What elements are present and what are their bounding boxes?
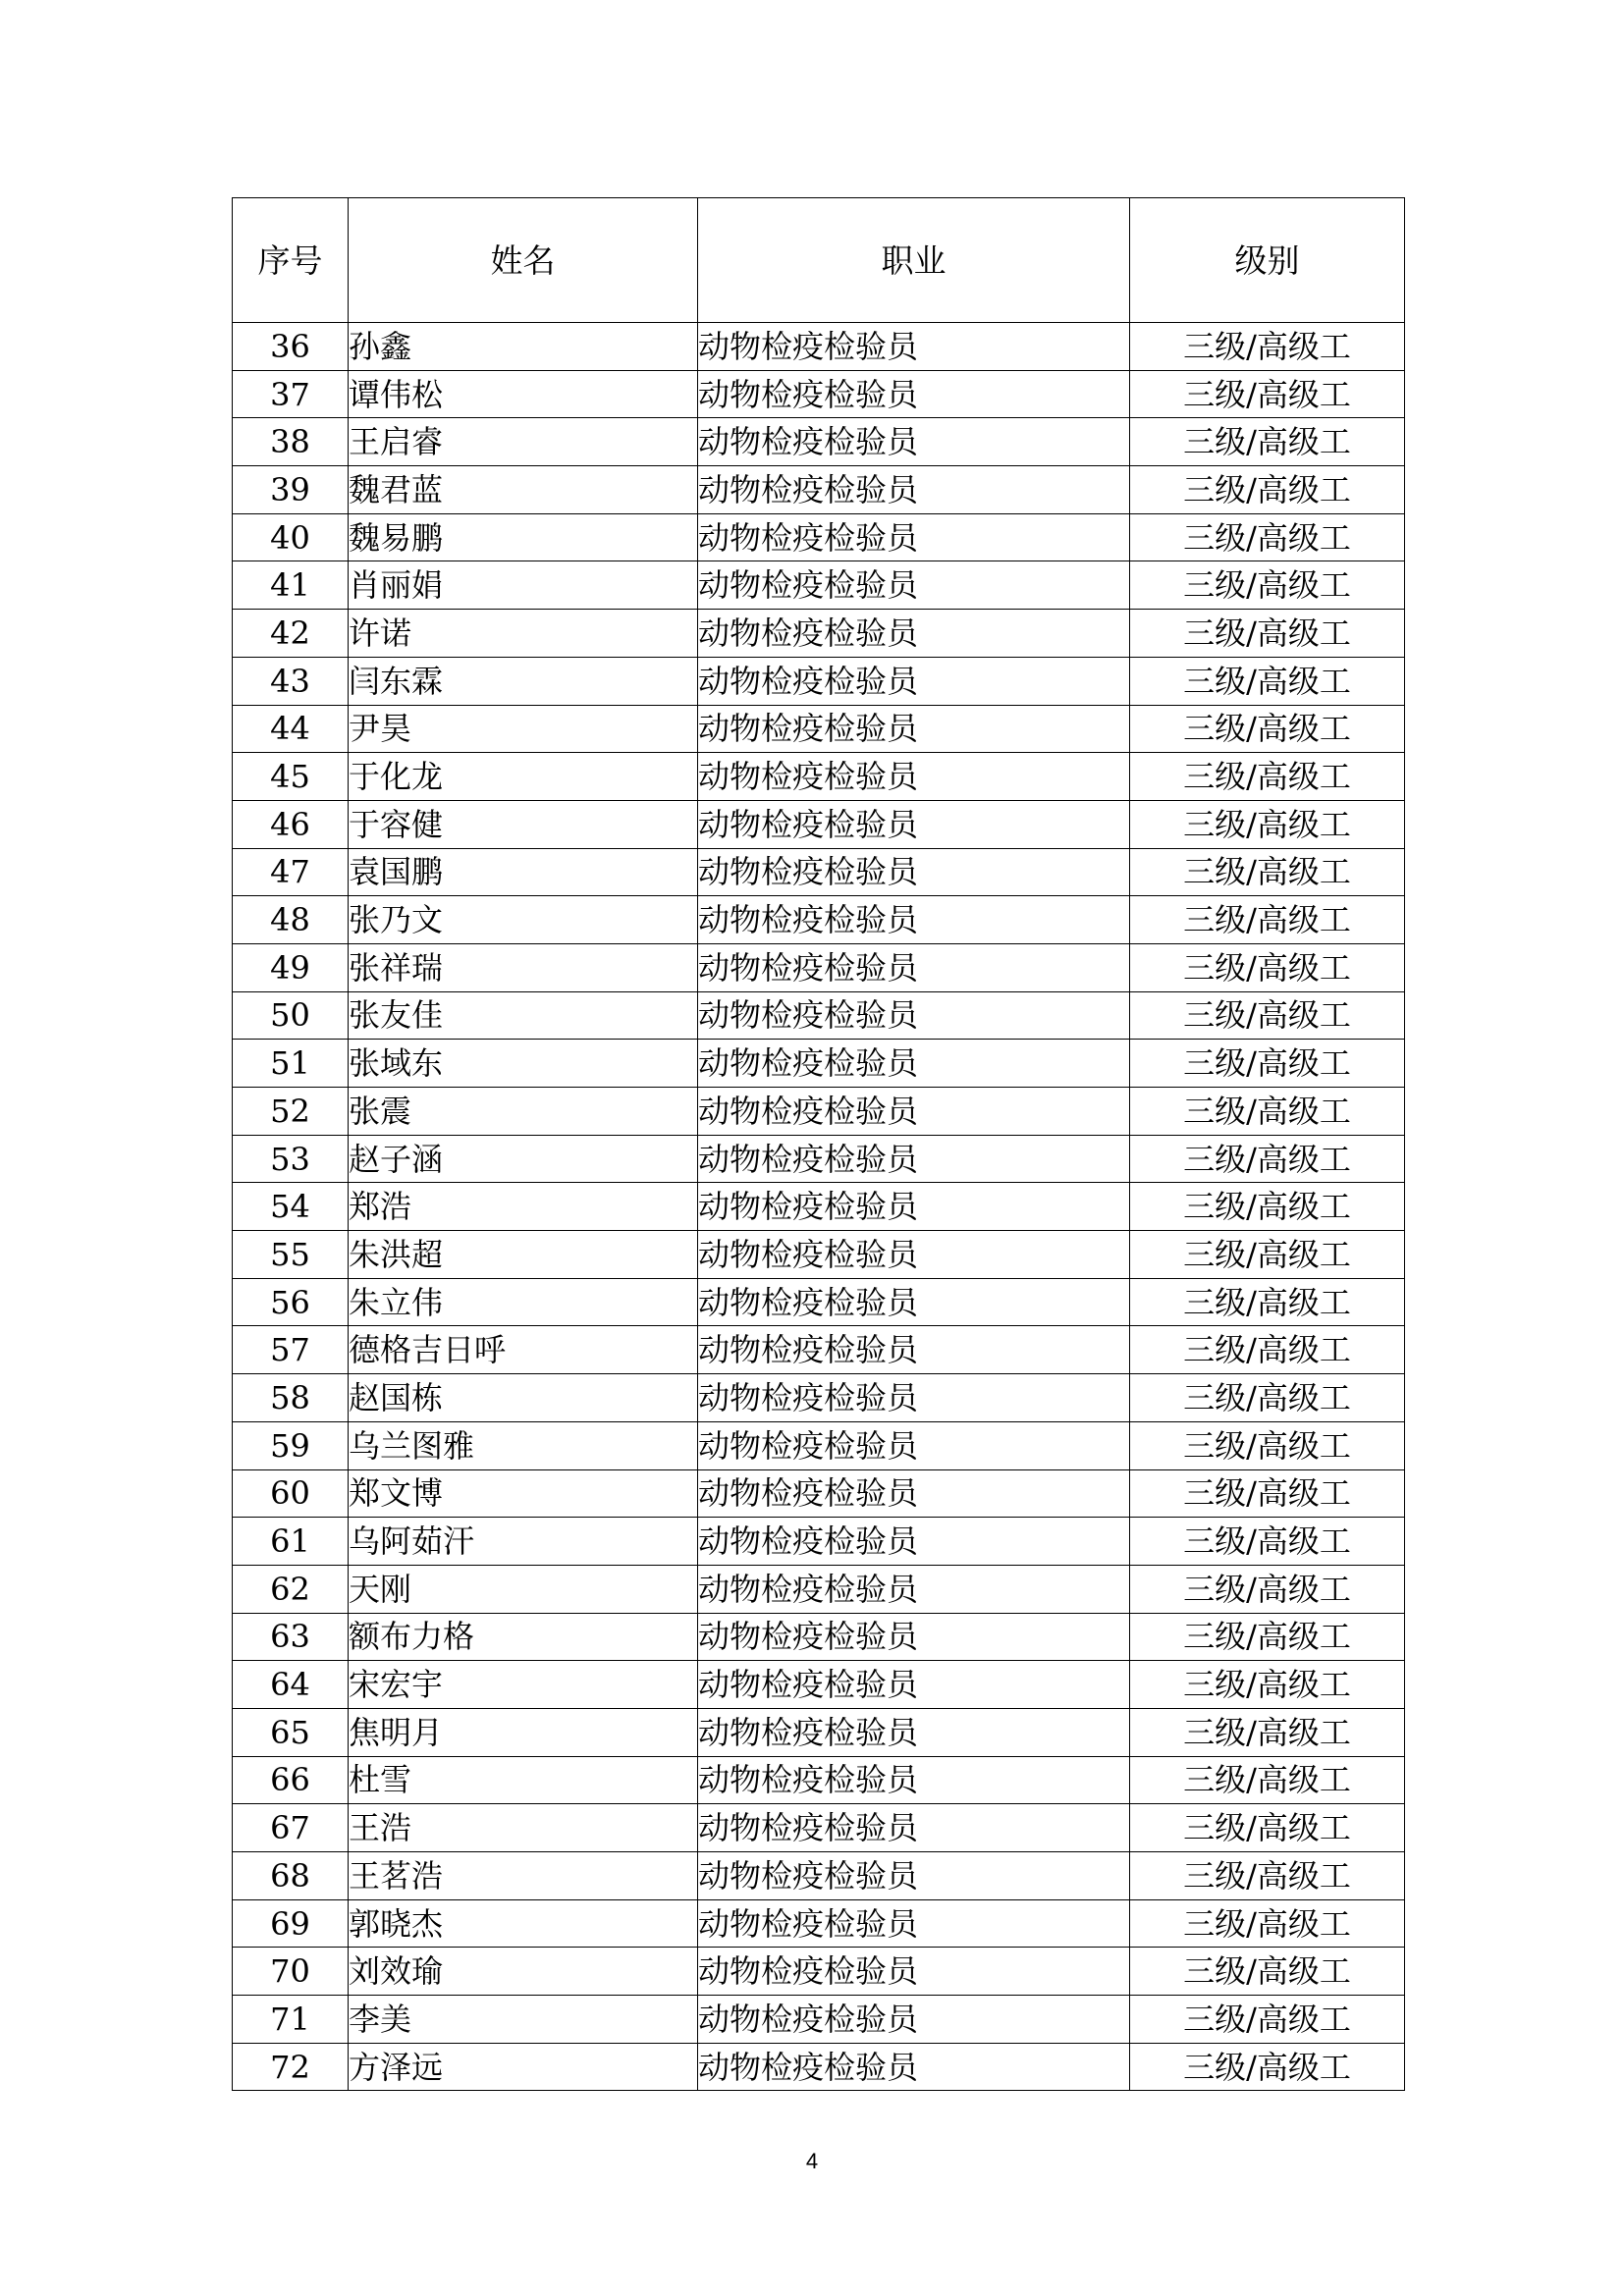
row-level: 三级/高级工 <box>1130 610 1405 658</box>
table-row <box>233 1374 1405 1422</box>
row-seq: 61 <box>233 1518 349 1566</box>
row-name: 朱洪超 <box>349 1231 698 1279</box>
row-name: 李美 <box>349 1996 698 2044</box>
row-level: 三级/高级工 <box>1130 848 1405 896</box>
row-name: 乌阿茹汗 <box>349 1518 698 1566</box>
row-level: 三级/高级工 <box>1130 1231 1405 1279</box>
row-level: 三级/高级工 <box>1130 1326 1405 1374</box>
row-name: 王启睿 <box>349 418 698 466</box>
table-row <box>233 1135 1405 1183</box>
row-level: 三级/高级工 <box>1130 466 1405 514</box>
row-level: 三级/高级工 <box>1130 753 1405 801</box>
row-occupation: 动物检疫检验员 <box>698 1278 1130 1326</box>
table-row <box>233 513 1405 561</box>
table-row <box>233 1040 1405 1088</box>
row-name: 朱立伟 <box>349 1278 698 1326</box>
row-occupation: 动物检疫检验员 <box>698 1518 1130 1566</box>
row-seq: 39 <box>233 466 349 514</box>
table-row <box>233 1421 1405 1469</box>
row-level: 三级/高级工 <box>1130 991 1405 1040</box>
row-occupation: 动物检疫检验员 <box>698 466 1130 514</box>
row-name: 宋宏宇 <box>349 1661 698 1709</box>
row-seq: 53 <box>233 1135 349 1183</box>
row-name: 张域东 <box>349 1040 698 1088</box>
row-seq: 69 <box>233 1899 349 1948</box>
row-name: 闫东霖 <box>349 657 698 705</box>
row-name: 魏君蓝 <box>349 466 698 514</box>
table-row <box>233 896 1405 944</box>
header-row <box>233 198 1405 323</box>
row-occupation: 动物检疫检验员 <box>698 1661 1130 1709</box>
row-level: 三级/高级工 <box>1130 1899 1405 1948</box>
row-occupation: 动物检疫检验员 <box>698 1565 1130 1613</box>
row-occupation: 动物检疫检验员 <box>698 1708 1130 1756</box>
row-level: 三级/高级工 <box>1130 705 1405 753</box>
row-seq: 70 <box>233 1948 349 1996</box>
table-row <box>233 943 1405 991</box>
row-seq: 47 <box>233 848 349 896</box>
row-level: 三级/高级工 <box>1130 1565 1405 1613</box>
table-row <box>233 1708 1405 1756</box>
row-name: 张乃文 <box>349 896 698 944</box>
row-seq: 68 <box>233 1852 349 1900</box>
row-name: 张友佳 <box>349 991 698 1040</box>
row-name: 额布力格 <box>349 1613 698 1661</box>
row-seq: 41 <box>233 561 349 610</box>
row-level: 三级/高级工 <box>1130 1756 1405 1804</box>
row-occupation: 动物检疫检验员 <box>698 1135 1130 1183</box>
row-occupation: 动物检疫检验员 <box>698 513 1130 561</box>
row-seq: 55 <box>233 1231 349 1279</box>
row-occupation: 动物检疫检验员 <box>698 800 1130 848</box>
row-occupation: 动物检疫检验员 <box>698 418 1130 466</box>
row-seq: 58 <box>233 1374 349 1422</box>
table-row <box>233 1613 1405 1661</box>
row-name: 赵国栋 <box>349 1374 698 1422</box>
row-seq: 54 <box>233 1183 349 1231</box>
row-name: 于化龙 <box>349 753 698 801</box>
row-level: 三级/高级工 <box>1130 2043 1405 2091</box>
row-occupation: 动物检疫检验员 <box>698 1374 1130 1422</box>
row-seq: 66 <box>233 1756 349 1804</box>
table-row <box>233 753 1405 801</box>
table-row <box>233 1899 1405 1948</box>
row-seq: 38 <box>233 418 349 466</box>
row-occupation: 动物检疫检验员 <box>698 1899 1130 1948</box>
row-occupation: 动物检疫检验员 <box>698 1421 1130 1469</box>
row-level: 三级/高级工 <box>1130 1518 1405 1566</box>
table-row <box>233 657 1405 705</box>
row-occupation: 动物检疫检验员 <box>698 991 1130 1040</box>
row-occupation: 动物检疫检验员 <box>698 1756 1130 1804</box>
row-seq: 45 <box>233 753 349 801</box>
row-seq: 62 <box>233 1565 349 1613</box>
row-occupation: 动物检疫检验员 <box>698 1326 1130 1374</box>
row-occupation: 动物检疫检验员 <box>698 1804 1130 1852</box>
row-seq: 72 <box>233 2043 349 2091</box>
row-name: 肖丽娟 <box>349 561 698 610</box>
table-row <box>233 1231 1405 1279</box>
row-occupation: 动物检疫检验员 <box>698 1183 1130 1231</box>
row-name: 许诺 <box>349 610 698 658</box>
row-name: 乌兰图雅 <box>349 1421 698 1469</box>
row-occupation: 动物检疫检验员 <box>698 1996 1130 2044</box>
table-row <box>233 370 1405 418</box>
row-level: 三级/高级工 <box>1130 1135 1405 1183</box>
table-row <box>233 1948 1405 1996</box>
row-name: 王茗浩 <box>349 1852 698 1900</box>
row-name: 天刚 <box>349 1565 698 1613</box>
row-occupation: 动物检疫检验员 <box>698 1231 1130 1279</box>
row-occupation: 动物检疫检验员 <box>698 323 1130 371</box>
row-level: 三级/高级工 <box>1130 1852 1405 1900</box>
page-number: 4 <box>805 2149 819 2173</box>
row-occupation: 动物检疫检验员 <box>698 896 1130 944</box>
row-occupation: 动物检疫检验员 <box>698 2043 1130 2091</box>
row-seq: 67 <box>233 1804 349 1852</box>
row-seq: 48 <box>233 896 349 944</box>
table-row <box>233 2043 1405 2091</box>
row-name: 袁国鹏 <box>349 848 698 896</box>
row-level: 三级/高级工 <box>1130 1948 1405 1996</box>
table-row <box>233 1852 1405 1900</box>
row-level: 三级/高级工 <box>1130 1040 1405 1088</box>
row-occupation: 动物检疫检验员 <box>698 657 1130 705</box>
table-row <box>233 1996 1405 2044</box>
row-level: 三级/高级工 <box>1130 1661 1405 1709</box>
row-seq: 52 <box>233 1088 349 1136</box>
row-name: 郑浩 <box>349 1183 698 1231</box>
row-seq: 46 <box>233 800 349 848</box>
table-row <box>233 1565 1405 1613</box>
row-seq: 56 <box>233 1278 349 1326</box>
row-level: 三级/高级工 <box>1130 1996 1405 2044</box>
row-seq: 42 <box>233 610 349 658</box>
header-seq: 序号 <box>233 198 349 323</box>
row-occupation: 动物检疫检验员 <box>698 753 1130 801</box>
row-name: 谭伟松 <box>349 370 698 418</box>
table-row <box>233 610 1405 658</box>
row-level: 三级/高级工 <box>1130 1421 1405 1469</box>
table-row <box>233 1518 1405 1566</box>
row-level: 三级/高级工 <box>1130 800 1405 848</box>
table-row <box>233 418 1405 466</box>
row-name: 刘效瑜 <box>349 1948 698 1996</box>
row-level: 三级/高级工 <box>1130 513 1405 561</box>
row-name: 德格吉日呼 <box>349 1326 698 1374</box>
row-level: 三级/高级工 <box>1130 1183 1405 1231</box>
row-seq: 50 <box>233 991 349 1040</box>
row-occupation: 动物检疫检验员 <box>698 610 1130 658</box>
row-seq: 64 <box>233 1661 349 1709</box>
row-seq: 63 <box>233 1613 349 1661</box>
header-occupation: 职业 <box>698 198 1130 323</box>
row-seq: 71 <box>233 1996 349 2044</box>
row-level: 三级/高级工 <box>1130 896 1405 944</box>
row-name: 焦明月 <box>349 1708 698 1756</box>
row-seq: 51 <box>233 1040 349 1088</box>
row-name: 于容健 <box>349 800 698 848</box>
row-level: 三级/高级工 <box>1130 561 1405 610</box>
row-occupation: 动物检疫检验员 <box>698 943 1130 991</box>
table-row <box>233 466 1405 514</box>
table-body <box>233 323 1405 2091</box>
row-name: 孙鑫 <box>349 323 698 371</box>
table-row <box>233 705 1405 753</box>
row-seq: 36 <box>233 323 349 371</box>
row-seq: 49 <box>233 943 349 991</box>
row-seq: 40 <box>233 513 349 561</box>
table-row <box>233 1088 1405 1136</box>
table-row <box>233 1804 1405 1852</box>
row-seq: 59 <box>233 1421 349 1469</box>
row-name: 王浩 <box>349 1804 698 1852</box>
row-level: 三级/高级工 <box>1130 1708 1405 1756</box>
row-name: 张祥瑞 <box>349 943 698 991</box>
header-level: 级别 <box>1130 198 1405 323</box>
row-occupation: 动物检疫检验员 <box>698 561 1130 610</box>
row-occupation: 动物检疫检验员 <box>698 1852 1130 1900</box>
table-row <box>233 1469 1405 1518</box>
table-row <box>233 561 1405 610</box>
row-level: 三级/高级工 <box>1130 1278 1405 1326</box>
table-row <box>233 800 1405 848</box>
row-level: 三级/高级工 <box>1130 323 1405 371</box>
row-occupation: 动物检疫检验员 <box>698 1948 1130 1996</box>
row-occupation: 动物检疫检验员 <box>698 848 1130 896</box>
row-seq: 65 <box>233 1708 349 1756</box>
row-occupation: 动物检疫检验员 <box>698 1040 1130 1088</box>
table-row <box>233 848 1405 896</box>
row-level: 三级/高级工 <box>1130 657 1405 705</box>
table-header <box>233 198 1405 323</box>
roster-table <box>232 197 1405 2091</box>
table-row <box>233 1661 1405 1709</box>
row-occupation: 动物检疫检验员 <box>698 705 1130 753</box>
row-seq: 60 <box>233 1469 349 1518</box>
table-row <box>233 323 1405 371</box>
row-level: 三级/高级工 <box>1130 1374 1405 1422</box>
row-level: 三级/高级工 <box>1130 1469 1405 1518</box>
header-name: 姓名 <box>349 198 698 323</box>
row-name: 郭晓杰 <box>349 1899 698 1948</box>
row-name: 张震 <box>349 1088 698 1136</box>
row-level: 三级/高级工 <box>1130 1613 1405 1661</box>
row-name: 杜雪 <box>349 1756 698 1804</box>
row-level: 三级/高级工 <box>1130 943 1405 991</box>
row-occupation: 动物检疫检验员 <box>698 1613 1130 1661</box>
row-occupation: 动物检疫检验员 <box>698 1469 1130 1518</box>
row-name: 郑文博 <box>349 1469 698 1518</box>
table-row <box>233 1278 1405 1326</box>
row-level: 三级/高级工 <box>1130 1088 1405 1136</box>
row-name: 尹昊 <box>349 705 698 753</box>
row-level: 三级/高级工 <box>1130 1804 1405 1852</box>
row-name: 赵子涵 <box>349 1135 698 1183</box>
row-level: 三级/高级工 <box>1130 370 1405 418</box>
table-row <box>233 991 1405 1040</box>
row-seq: 37 <box>233 370 349 418</box>
row-seq: 44 <box>233 705 349 753</box>
table-row <box>233 1756 1405 1804</box>
row-level: 三级/高级工 <box>1130 418 1405 466</box>
row-name: 魏易鹏 <box>349 513 698 561</box>
row-name: 方泽远 <box>349 2043 698 2091</box>
row-occupation: 动物检疫检验员 <box>698 1088 1130 1136</box>
row-seq: 57 <box>233 1326 349 1374</box>
row-occupation: 动物检疫检验员 <box>698 370 1130 418</box>
table-row <box>233 1183 1405 1231</box>
table-row <box>233 1326 1405 1374</box>
row-seq: 43 <box>233 657 349 705</box>
